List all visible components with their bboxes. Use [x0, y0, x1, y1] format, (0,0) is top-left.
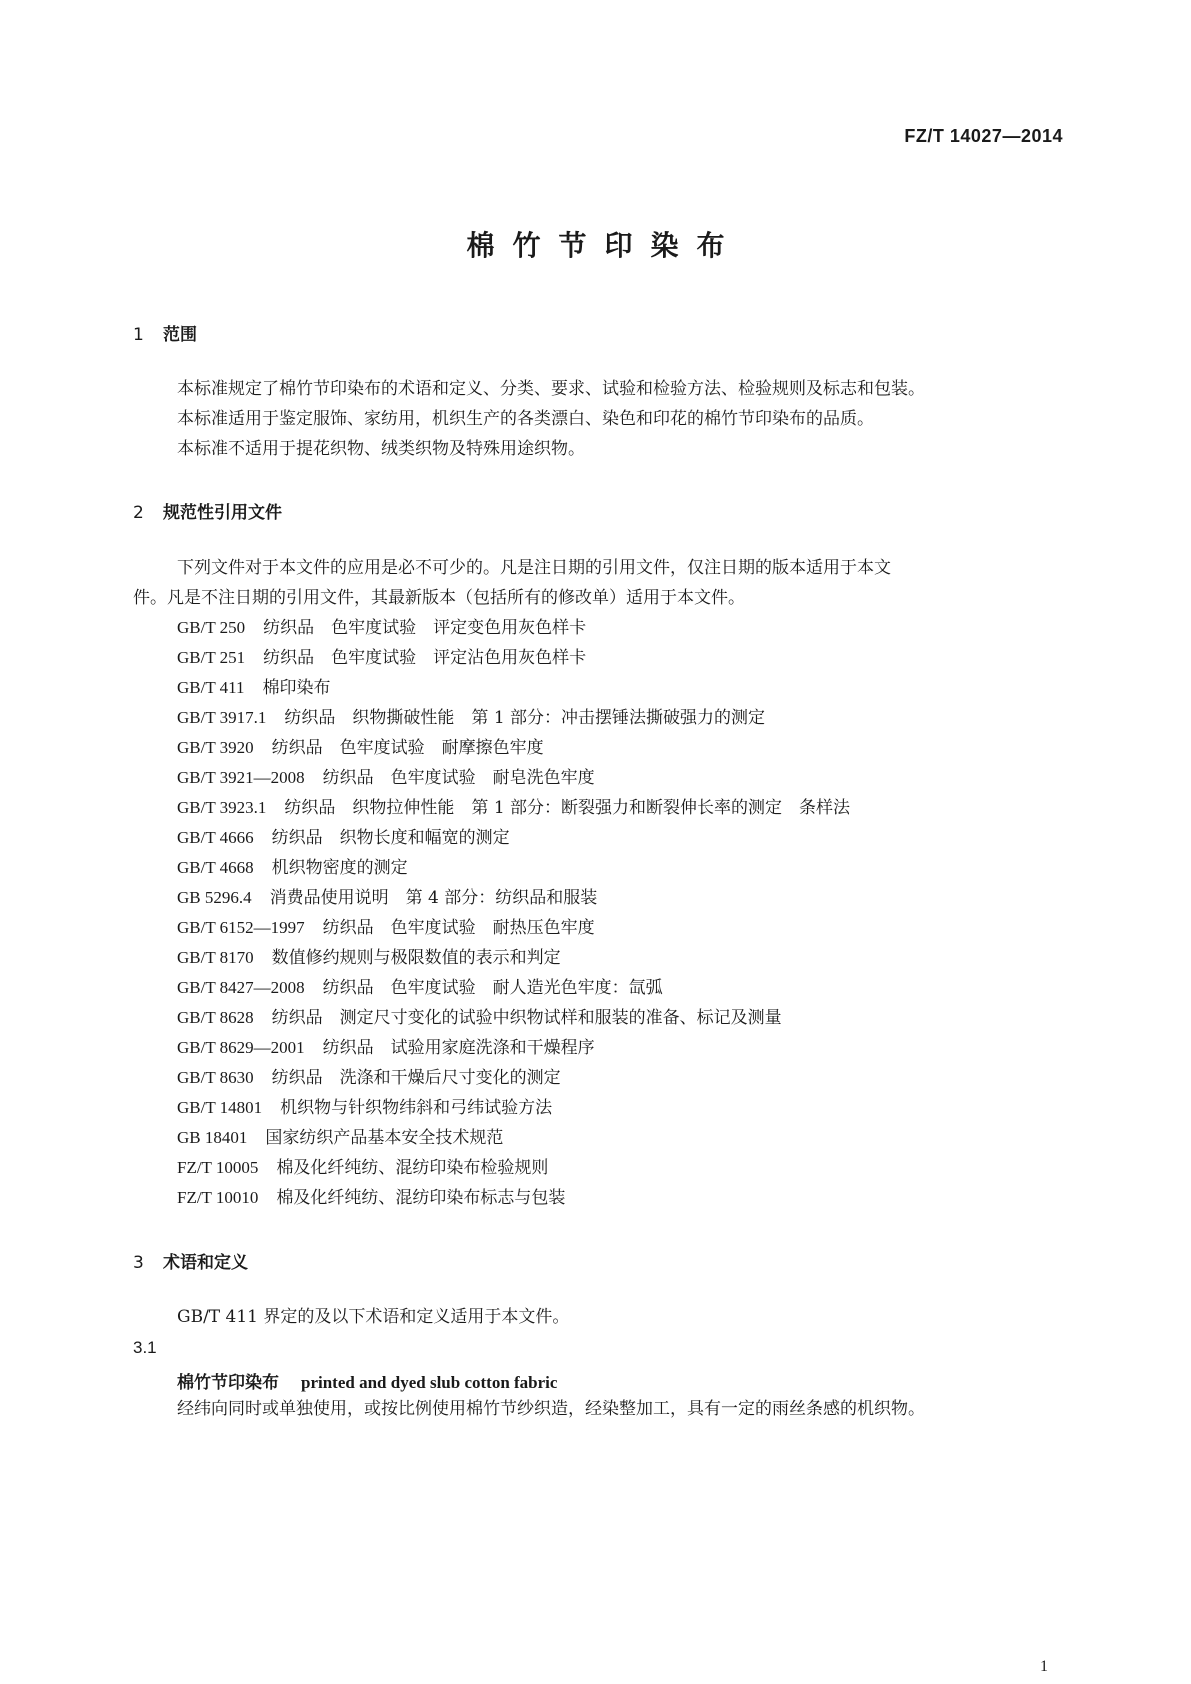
reference-item	[177, 1037, 595, 1059]
reference-code: FZ/T 10005	[177, 1158, 259, 1177]
section-title: 规范性引用文件	[163, 503, 282, 523]
reference-title: 纺织品 色牢度试验 耐皂洗色牢度	[322, 768, 595, 788]
reference-title: 棉印染布	[262, 678, 331, 698]
section-title: 术语和定义	[163, 1253, 248, 1273]
reference-title: 纺织品 织物撕破性能 第 1 部分：冲击摆锤法撕破强力的测定	[284, 708, 766, 728]
reference-code: GB 5296.4	[177, 888, 252, 907]
reference-item	[177, 767, 595, 789]
section-number: 1	[133, 325, 144, 345]
reference-code: GB/T 14801	[177, 1098, 263, 1117]
paragraph: 本标准不适用于提花织物、绒类织物及特殊用途织物。	[177, 439, 585, 459]
section-2-heading	[133, 498, 282, 523]
reference-item	[177, 1067, 561, 1089]
paragraph: 本标准适用于鉴定服饰、家纺用，机织生产的各类漂白、染色和印花的棉竹节印染布的品质。	[177, 409, 874, 429]
reference-code: GB 18401	[177, 1128, 248, 1147]
reference-item	[177, 677, 331, 699]
reference-title: 纺织品 织物拉伸性能 第 1 部分：断裂强力和断裂伸长率的测定 条样法	[284, 798, 851, 818]
term-definition: 经纬向同时或单独使用，或按比例使用棉竹节纱织造，经染整加工，具有一定的雨丝条感的机织物。	[177, 1399, 925, 1419]
reference-item	[177, 707, 765, 729]
reference-title: 纺织品 色牢度试验 耐摩擦色牢度	[271, 738, 544, 758]
paragraph: 件。凡是不注日期的引用文件，其最新版本（包括所有的修改单）适用于本文件。	[133, 588, 745, 608]
reference-item	[177, 1157, 548, 1179]
reference-title: 纺织品 色牢度试验 耐人造光色牢度：氙弧	[322, 978, 663, 998]
document-title: 棉竹节印染布	[466, 229, 743, 262]
reference-title: 纺织品 测定尺寸变化的试验中织物试样和服装的准备、标记及测量	[271, 1008, 782, 1028]
reference-code: GB/T 411	[177, 678, 245, 697]
paragraph: GB/T 411 界定的及以下术语和定义适用于本文件。	[177, 1307, 570, 1327]
reference-code: GB/T 6152—1997	[177, 918, 305, 937]
reference-code: GB/T 8427—2008	[177, 978, 305, 997]
reference-item	[177, 1187, 565, 1209]
standard-code: FZ/T 14027—2014	[904, 126, 1063, 146]
reference-item	[177, 617, 586, 639]
term-chinese: 棉竹节印染布	[177, 1373, 279, 1393]
reference-code: GB/T 8629—2001	[177, 1038, 305, 1057]
reference-title: 国家纺织产品基本安全技术规范	[265, 1128, 504, 1148]
reference-title: 纺织品 试验用家庭洗涤和干燥程序	[322, 1038, 595, 1058]
reference-title: 纺织品 色牢度试验 评定沾色用灰色样卡	[263, 648, 587, 668]
reference-title: 纺织品 织物长度和幅宽的测定	[271, 828, 510, 848]
reference-item	[177, 797, 850, 819]
reference-code: GB/T 8628	[177, 1008, 254, 1027]
reference-title: 纺织品 洗涤和干燥后尺寸变化的测定	[271, 1068, 561, 1088]
reference-item	[177, 647, 586, 669]
reference-code: GB/T 3923.1	[177, 798, 267, 817]
reference-title: 机织物与针织物纬斜和弓纬试验方法	[280, 1098, 553, 1118]
section-title: 范围	[163, 325, 197, 345]
reference-item	[177, 917, 595, 939]
reference-item	[177, 1127, 503, 1149]
reference-item	[177, 1007, 782, 1029]
term-entry	[177, 1368, 557, 1393]
reference-title: 棉及化纤纯纺、混纺印染布检验规则	[276, 1158, 549, 1178]
reference-title: 纺织品 色牢度试验 耐热压色牢度	[322, 918, 595, 938]
reference-code: GB/T 8630	[177, 1068, 254, 1087]
reference-title: 机织物密度的测定	[271, 858, 408, 878]
reference-item	[177, 947, 561, 969]
paragraph: 下列文件对于本文件的应用是必不可少的。凡是注日期的引用文件，仅注日期的版本适用于本文	[177, 558, 891, 578]
reference-title: 棉及化纤纯纺、混纺印染布标志与包装	[276, 1188, 566, 1208]
section-number: 2	[133, 503, 144, 523]
reference-code: GB/T 250	[177, 618, 246, 637]
reference-title: 消费品使用说明 第 4 部分：纺织品和服装	[269, 888, 598, 908]
reference-code: GB/T 4668	[177, 858, 254, 877]
page-number: 1	[1040, 1658, 1048, 1675]
reference-code: FZ/T 10010	[177, 1188, 259, 1207]
section-1-heading	[133, 320, 197, 345]
paragraph: 本标准规定了棉竹节印染布的术语和定义、分类、要求、试验和检验方法、检验规则及标志和包装。	[177, 379, 925, 399]
reference-code: GB/T 8170	[177, 948, 254, 967]
reference-title: 数值修约规则与极限数值的表示和判定	[271, 948, 561, 968]
reference-title: 纺织品 色牢度试验 评定变色用灰色样卡	[263, 618, 587, 638]
reference-item	[177, 977, 663, 999]
reference-code: GB/T 3917.1	[177, 708, 267, 727]
subsection-number: 3.1	[133, 1338, 157, 1357]
reference-code: GB/T 251	[177, 648, 246, 667]
reference-code: GB/T 3921—2008	[177, 768, 305, 787]
section-number: 3	[133, 1253, 144, 1273]
reference-code: GB/T 3920	[177, 738, 254, 757]
reference-item	[177, 827, 510, 849]
reference-item	[177, 737, 544, 759]
section-3-heading	[133, 1248, 248, 1273]
reference-item	[177, 1097, 552, 1119]
reference-item	[177, 887, 597, 909]
reference-code: GB/T 4666	[177, 828, 254, 847]
term-english: printed and dyed slub cotton fabric	[301, 1373, 558, 1392]
reference-item	[177, 857, 408, 879]
